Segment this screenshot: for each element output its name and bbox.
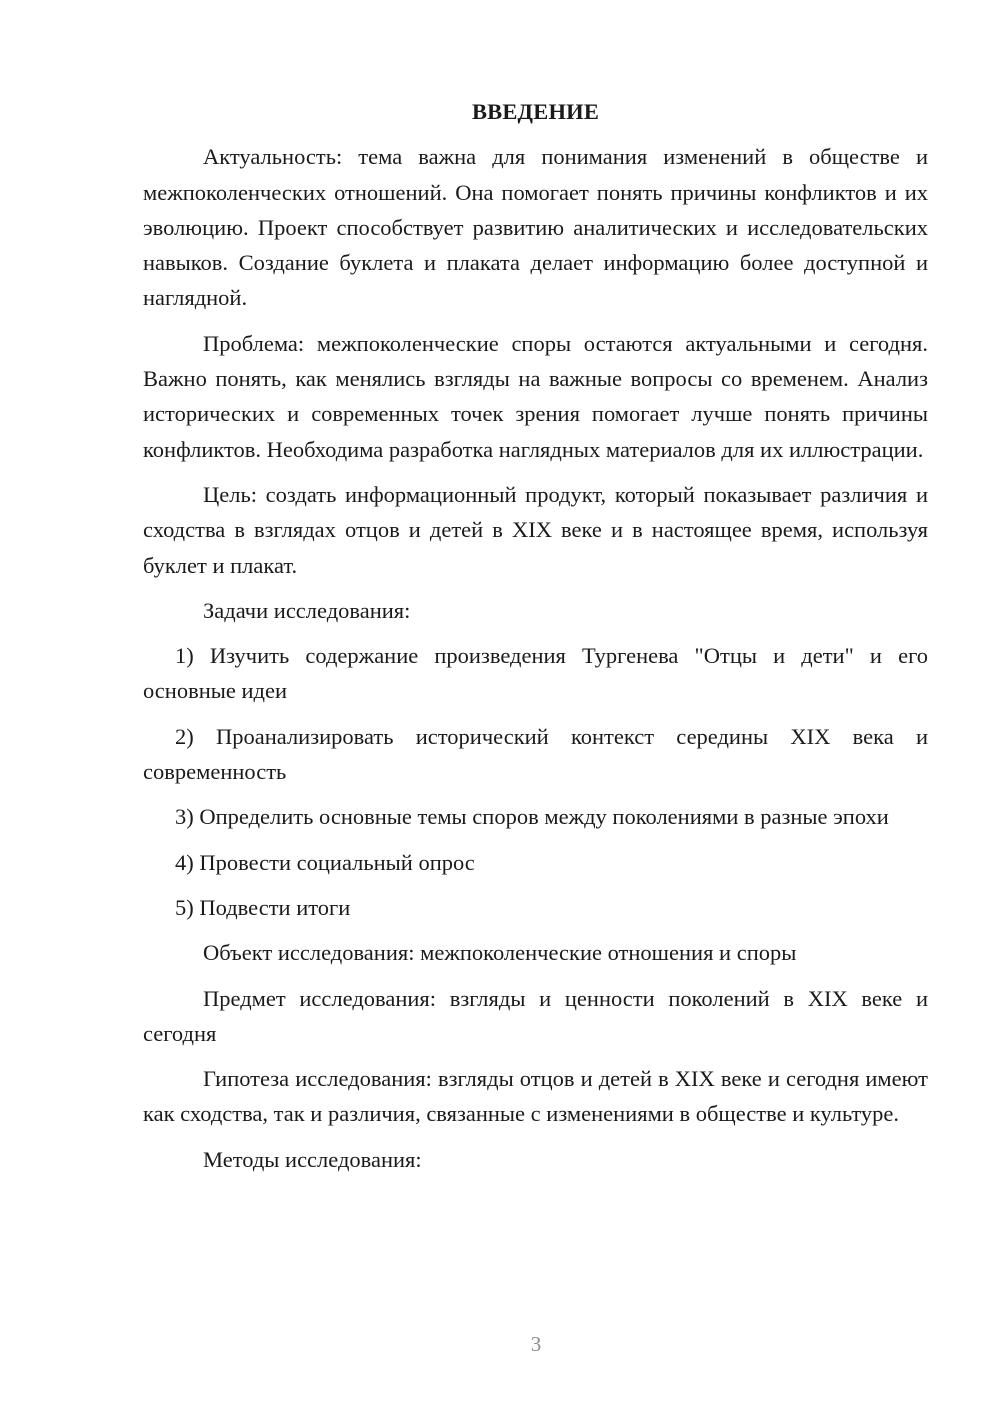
methods-heading: Методы исследования: xyxy=(203,1146,422,1172)
task-item: 2) Проанализировать исторический контекст середины XIX века и современность xyxy=(143,723,928,785)
page-number: 3 xyxy=(530,1332,542,1356)
relevance-paragraph: Актуальность: тема важна для понимания изменений в обществе и межпоколенческих отношений. Она помогает понять причины конфликтов и их эволюцию. Проект способствует развитию аналитических и исследовательских навыков. Создание буклета и плаката делает информацию более доступной и наглядной. xyxy=(143,144,928,311)
task-item: 1) Изучить содержание произведения Тургенева "Отцы и дети" и его основные идеи xyxy=(143,643,928,704)
task-item: 3) Определить основные темы споров между поколениями в разные эпохи xyxy=(175,804,889,830)
task-item: 5) Подвести итоги xyxy=(175,894,351,920)
section-title: ВВЕДЕНИЕ xyxy=(471,99,600,124)
page-content xyxy=(143,94,928,1187)
goal-paragraph: Цель: создать информационный продукт, который показывает различия и сходства в взглядах отцов и детей в XIX веке и в настоящее время, используя буклет и плакат. xyxy=(143,481,928,578)
problem-paragraph: Проблема: межпоколенческие споры остаются актуальными и сегодня. Важно понять, как менялись взгляды на важные вопросы со временем. Анализ исторических и современных точек зрения помогает лучше понять причины конфликтов. Необходима разработка наглядных материалов для их иллюстрации. xyxy=(143,330,928,462)
subject-paragraph: Предмет исследования: взгляды и ценности поколений в XIX веке и сегодня xyxy=(143,985,928,1046)
hypothesis-paragraph: Гипотеза исследования: взгляды отцов и детей в XIX веке и сегодня имеют как сходства, так и различия, связанные с изменениями в обществе и культуре. xyxy=(143,1066,928,1127)
tasks-heading: Задачи исследования: xyxy=(203,597,411,623)
object-paragraph: Объект исследования: межпоколенческие отношения и споры xyxy=(203,940,797,966)
task-item: 4) Провести социальный опрос xyxy=(175,849,475,875)
